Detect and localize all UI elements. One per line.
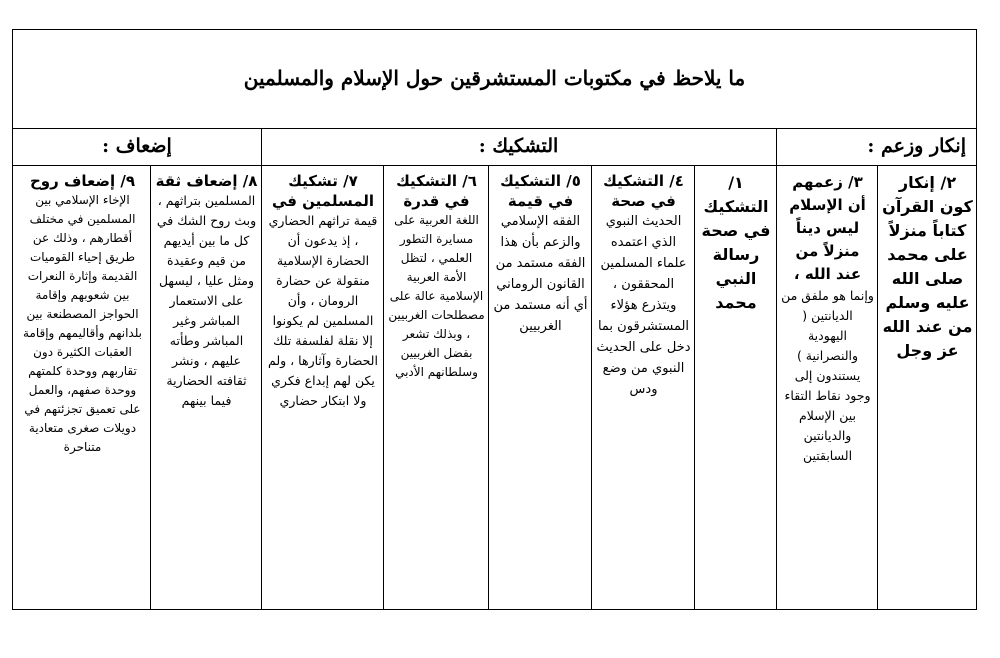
cell-text: رسالة النبي محمد xyxy=(712,245,760,312)
table-cell-8 xyxy=(152,169,261,607)
group-header-doubt: التشكيك : xyxy=(478,135,559,157)
cell-text: كتاباً منزلاً على محمد صلى الله عليه وسلم من عند الله عز وجل xyxy=(882,221,973,360)
cell-text: الحديث النبوي الذي اعتمده علماء المسلمين المحققون ، ويتذرع هؤلاء المستشرقون بما دخل على الحديث النبوي من وضع ودس xyxy=(596,214,691,397)
table-cell-3 xyxy=(778,169,877,607)
cell-heading: ٣/ زعمهم أن الإسلام ليس ديناً منزلاً من عند الله ، xyxy=(789,173,866,283)
column-divider xyxy=(694,165,695,609)
cell-heading: ٧/ تشكيك المسلمين في xyxy=(271,172,375,210)
column-divider xyxy=(591,165,592,609)
table-cell-7 xyxy=(263,169,383,607)
cell-text: اللغة العربية على مسايرة التطور العلمي ، لتظل الأمة العربية الإسلامية عالة على مصطلحات الغربيين ، وبذلك تشعر بفضل الغربيين وسلطانهم الأدبي xyxy=(388,213,485,379)
table-cell-4 xyxy=(593,169,694,607)
group-divider-weaken xyxy=(261,128,262,609)
group-header-denial: إنكار وزعم : xyxy=(867,135,966,157)
cell-text: المسلمين بتراثهم ، وبث روح الشك في كل ما بين أيديهم من قيم وعقيدة ومثل عليا ، ليسهل على الاستعمار المباشر وغير المباشر وطأته عليهم ، ونشر ثقافته الحضارية فيما بينهم xyxy=(156,193,257,408)
cell-heading: ٢/ إنكار كون القرآن xyxy=(882,173,973,216)
table-cell-1 xyxy=(696,169,776,607)
cell-heading: ٥/ التشكيك في قيمة xyxy=(500,172,581,210)
column-divider xyxy=(383,165,384,609)
table-cell-6 xyxy=(385,169,488,607)
cell-heading: ٨/ إضعاف ثقة xyxy=(155,172,258,190)
cell-text: وإنما هو ملفق من الديانتين ( اليهودية والنصرانية ) يستندون إلى وجود نقاط التقاء بين الإسلام والديانتين السابقتين xyxy=(781,288,874,463)
column-divider xyxy=(150,165,151,609)
document-frame xyxy=(12,29,977,610)
cell-heading: ٦/ التشكيك في قدرة xyxy=(396,172,477,210)
column-divider xyxy=(488,165,489,609)
table-cell-9 xyxy=(15,169,150,607)
page-title: ما يلاحظ في مكتوبات المستشرقين حول الإسلام والمسلمين xyxy=(243,66,746,90)
cell-heading: ٩/ إضعاف روح xyxy=(29,172,135,190)
column-divider xyxy=(877,165,878,609)
group-divider-denial xyxy=(776,128,777,609)
classification-table xyxy=(13,128,976,609)
table-header-rule xyxy=(13,165,976,166)
group-header-weaken: إضعاف : xyxy=(102,135,172,157)
cell-heading: ١/ التشكيك في صحة xyxy=(701,173,771,240)
table-cell-5 xyxy=(490,169,591,607)
cell-text: الإخاء الإسلامي بين المسلمين في مختلف أقطارهم ، وذلك عن طريق إحياء القوميات القديمة وإثارة النعرات بين شعوبهم وإقامة الحواجز المصطنعة بين بلدانهم وأقاليمهم وإقامة العقبات الكثيرة دون تقاربهم ووحدة كلمتهم ووحدة صفهم، والعمل على تعميق تجزئتهم في دويلات صغرى متعادية متناحرة xyxy=(22,193,143,454)
cell-text: الفقه الإسلامي والزعم بأن هذا الفقه مستمد من القانون الروماني أي أنه مستمد من الغربيين xyxy=(493,214,588,334)
table-cell-2 xyxy=(879,169,976,607)
cell-text: قيمة تراثهم الحضاري ، إذ يدعون أن الحضارة الإسلامية منقولة عن حضارة الرومان ، وأن المسلمين لم يكونوا إلا نقلة لفلسفة تلك الحضارة وآثارها ، ولم يكن لهم إبداع فكري ولا ابتكار حضاري xyxy=(268,213,378,408)
cell-heading: ٤/ التشكيك في صحة xyxy=(603,172,684,210)
